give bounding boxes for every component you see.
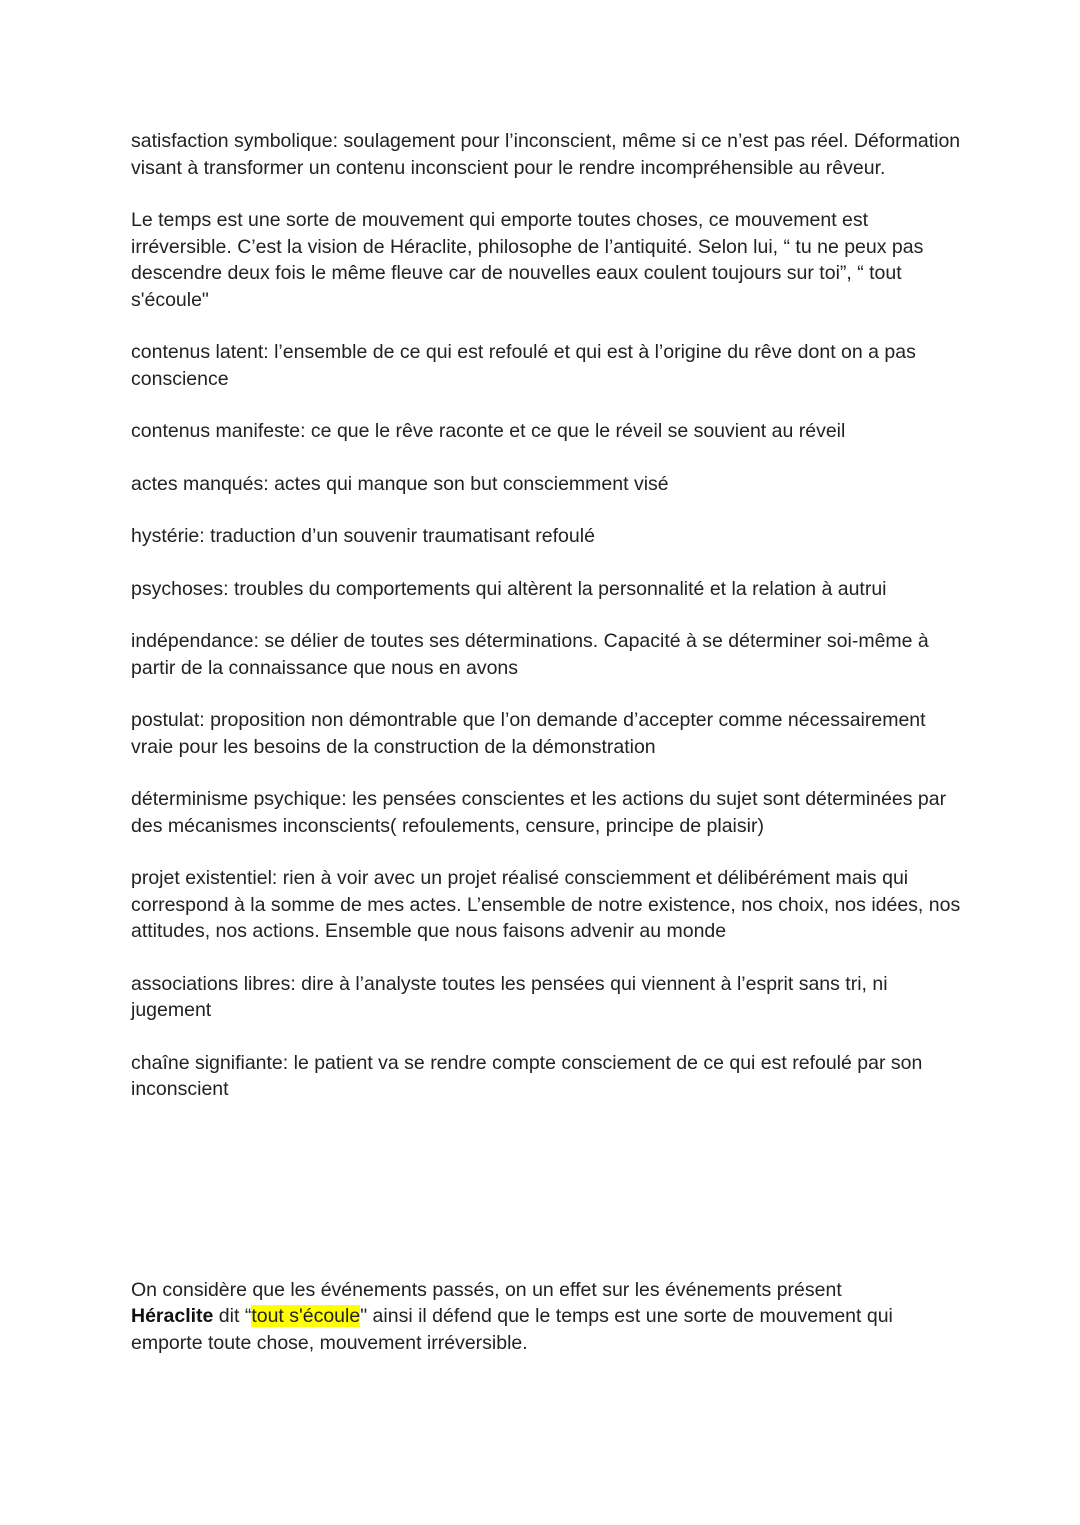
paragraph-postulat: postulat: proposition non démontrable que l’on demande d’accepter comme nécessairement vraie pour les besoins de la construction de la démonstration <box>131 709 926 758</box>
paragraph-satisfaction-symbolique: satisfaction symbolique: soulagement pour l’inconscient, même si ce n’est pas réel. Déformation visant à transformer un contenu inconscient pour le rendre incompréhensible au rêveur. <box>131 130 961 179</box>
highlighted-quote: tout s'écoule <box>251 1305 361 1327</box>
final-rest-text: " ainsi il défend que le temps est une sorte de mouvement qui emporte toute chose, mouvement irréversible. <box>131 1305 893 1354</box>
paragraph-final <box>131 1277 961 1357</box>
final-line-1: On considère que les événements passés, on un effet sur les événements présent <box>131 1278 842 1301</box>
paragraph-determinisme-psychique: déterminisme psychique: les pensées conscientes et les actions du sujet sont déterminées par des mécanismes inconscients( refoulements, censure, principe de plaisir) <box>131 788 947 837</box>
document-page <box>131 128 961 1382</box>
heraclite-name: Héraclite <box>131 1305 214 1327</box>
paragraph-projet-existentiel: projet existentiel: rien à voir avec un projet réalisé consciemment et délibérément mais qui correspond à la somme de mes actes. L’ensemble de notre existence, nos choix, nos idées, nos attitudes, nos actions. Ensemble que nous faisons advenir au monde <box>131 867 961 942</box>
paragraph-contenus-latent: contenus latent: l’ensemble de ce qui est refoulé et qui est à l’origine du rêve dont on a pas conscience <box>131 341 916 390</box>
paragraph-hysterie: hystérie: traduction d’un souvenir traumatisant refoulé <box>131 525 595 547</box>
paragraph-chaine-signifiante: chaîne signifiante: le patient va se rendre compte consciement de ce qui est refoulé par son inconscient <box>131 1051 923 1100</box>
paragraph-associations-libres: associations libres: dire à l’analyste toutes les pensées qui viennent à l’esprit sans tri, ni jugement <box>131 972 888 1021</box>
paragraph-actes-manques: actes manqués: actes qui manque son but consciemment visé <box>131 472 669 495</box>
paragraph-temps-heraclite: Le temps est une sorte de mouvement qui emporte toutes choses, ce mouvement est irréversible. C’est la vision de Héraclite, philosophe de l’antiquité. Selon lui, “ tu ne peux pas descendre deux fois le même fleuve car de nouvelles eaux coulent toujours sur toi”, “ tout s'écoule" <box>131 209 924 311</box>
paragraph-contenus-manifeste: contenus manifeste: ce que le rêve raconte et ce que le réveil se souvient au réveil <box>131 420 846 442</box>
paragraph-psychoses: psychoses: troubles du comportements qui altèrent la personnalité et la relation à autrui <box>131 577 887 600</box>
blank-gap <box>131 1129 961 1277</box>
final-mid-text: dit “ <box>213 1305 252 1327</box>
paragraph-independance: indépendance: se délier de toutes ses déterminations. Capacité à se déterminer soi-même à partir de la connaissance que nous en avons <box>131 630 929 679</box>
